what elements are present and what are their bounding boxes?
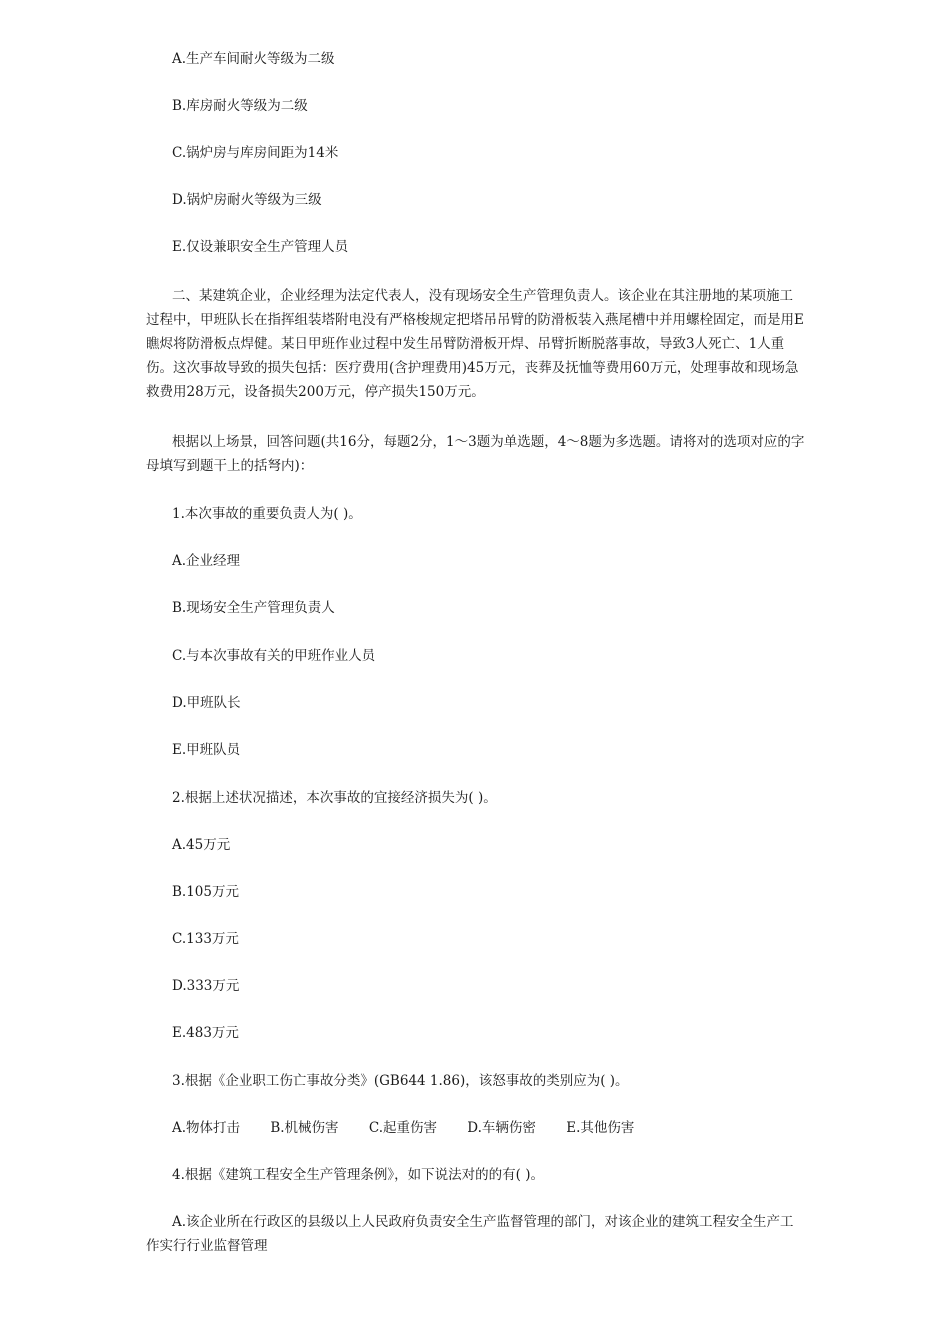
q3-options-row (172, 1118, 660, 1138)
option-b-warehouse: B.库房耐火等级为二级 (172, 98, 308, 114)
q1-option-b: B.现场安全生产管理负责人 (172, 600, 335, 616)
instruction-paragraph: 根据以上场景，回答问题(共16分，每题2分，1～3题为单选题，4～8题为多选题。请将对的选项对应的字母填写到题干上的括弩内)： (146, 434, 805, 474)
q1-option-c: C.与本次事故有关的甲班作业人员 (172, 648, 376, 664)
scenario-paragraph: 二、某建筑企业，企业经理为法定代表人，没有现场安全生产管理负责人。该企业在其注册地的某项施工过程中，甲班队长在指挥组装塔附电没有严格梭规定把塔吊吊臂的防滑板装入燕尾槽中并用螺栓固定，而是用E瞧烬将防滑板点焊健。某日甲班作业过程中发生吊臂防滑板开焊、吊臂折断脱落事故，导致3人死亡、1人重伤。这次事故导致的损失包括：医疗费用(含护理费用)45万元，丧葬及抚恤等费用60万元，处理事故和现场急救费用28万元，设备损失200万元，停产损失150万元。 (146, 288, 804, 400)
q2-option-d: D.333万元 (172, 978, 240, 994)
q2-option-e: E.483万元 (172, 1025, 239, 1041)
q3-option-b: B.机械伤害 (270, 1120, 339, 1136)
q3-option-c: C.起重伤害 (368, 1120, 437, 1136)
question-4-stem: 4.根据《建筑工程安全生产管理条例》，如下说法对的的有( )。 (172, 1167, 544, 1183)
q3-option-a: A.物体打击 (172, 1120, 241, 1136)
option-c-boiler-distance: C.锅炉房与库房间距为14米 (172, 145, 339, 161)
option-d-boiler-room: D.锅炉房耐火等级为三级 (172, 192, 322, 208)
q3-option-e: E.其他伤害 (566, 1120, 635, 1136)
question-2-stem: 2.根据上述状况描述，本次事故的宜接经济损失为( )。 (172, 790, 497, 806)
q1-option-a: A.企业经理 (172, 553, 241, 569)
question-1-stem: 1.本次事故的重要负责人为( )。 (172, 506, 362, 522)
q2-option-b: B.105万元 (172, 884, 239, 900)
q2-option-c: C.133万元 (172, 931, 239, 947)
question-3-stem: 3.根据《企业职工伤亡事故分类》(GB644 1.86)，该怒事故的类别应为( )。 (172, 1073, 629, 1089)
q3-option-d: D.车辆伤密 (467, 1120, 536, 1136)
option-a-production-workshop: A.生产车间耐火等级为二级 (172, 51, 335, 67)
option-e-safety-staff: E.仅设兼职安全生产管理人员 (172, 239, 349, 255)
q1-option-e: E.甲班队员 (172, 742, 241, 758)
q4-option-a: A.该企业所在行政区的县级以上人民政府负责安全生产监督管理的部门，对该企业的建筑工程安全生产工作实行行业监督管理 (146, 1214, 794, 1254)
q1-option-d: D.甲班队长 (172, 695, 241, 711)
q2-option-a: A.45万元 (172, 837, 231, 853)
